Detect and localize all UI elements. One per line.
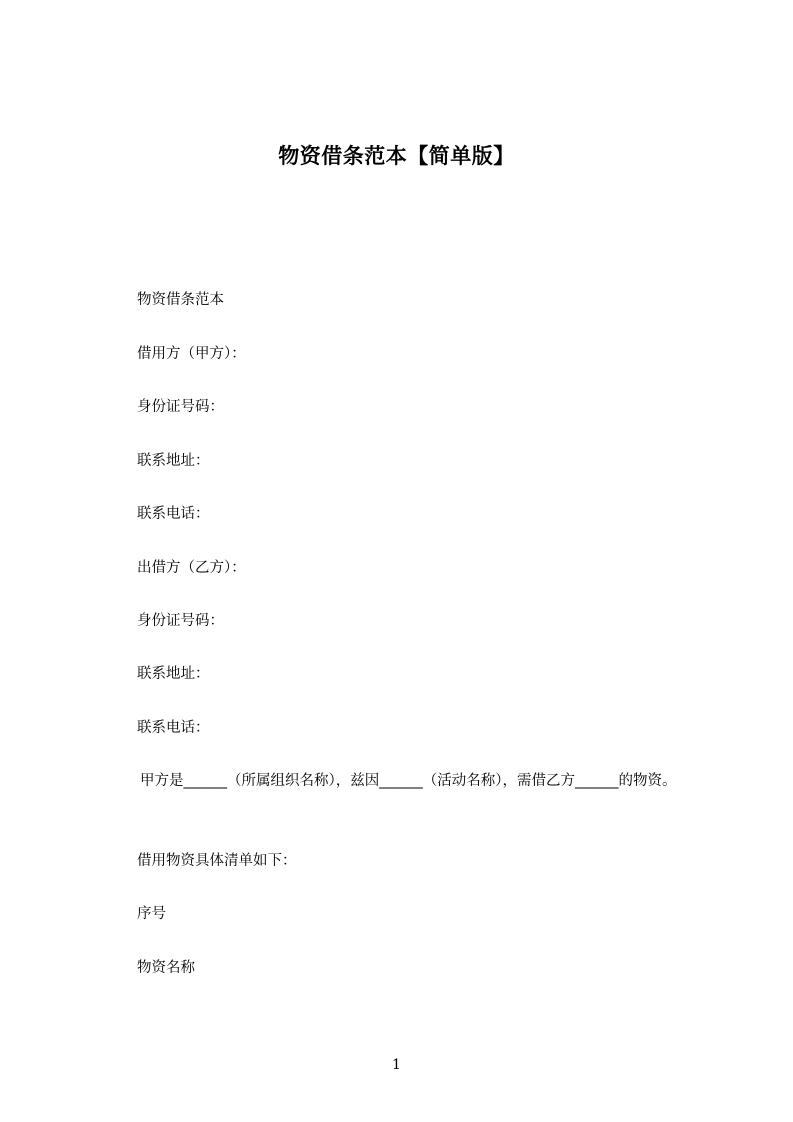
lender-label: 出借方（乙方）：	[137, 560, 246, 576]
list-intro: 借用物资具体清单如下：	[137, 853, 297, 869]
borrower-phone-label: 联系电话：	[137, 506, 210, 522]
table-header-item-name: 物资名称	[137, 960, 195, 976]
lender-address-label: 联系地址：	[137, 666, 210, 682]
borrower-id-label: 身份证号码：	[137, 399, 224, 415]
page-number: 1	[392, 1057, 401, 1073]
statement-paragraph: 甲方是______（所属组织名称），兹因______（活动名称），需借乙方______的物资。	[140, 773, 677, 789]
lender-id-label: 身份证号码：	[137, 613, 224, 629]
page-title: 物资借条范本【简单版】	[278, 144, 515, 168]
document-heading: 物资借条范本	[137, 292, 224, 308]
lender-phone-label: 联系电话：	[137, 720, 210, 736]
borrower-address-label: 联系地址：	[137, 453, 210, 469]
borrower-label: 借用方（甲方）：	[137, 346, 246, 362]
table-header-index: 序号	[137, 906, 166, 922]
